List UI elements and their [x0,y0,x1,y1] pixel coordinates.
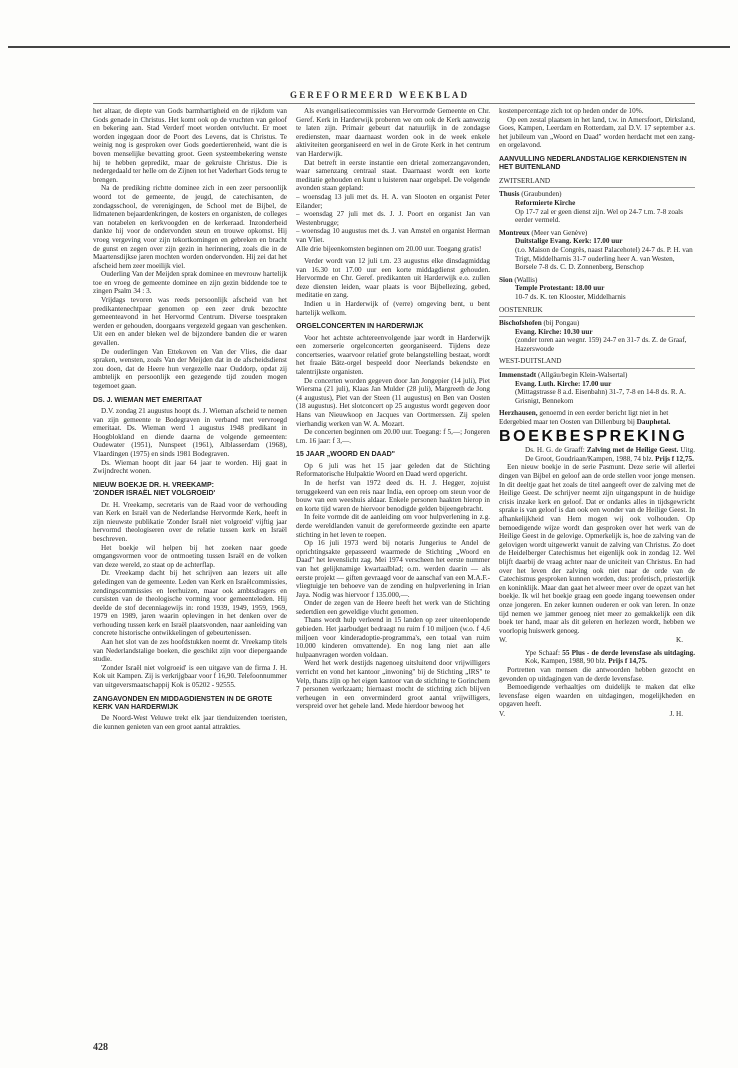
paragraph: Op 6 juli was het 15 jaar geleden dat de Stichting Reformatorische Hulpaktie Woord en Daad werd opgericht. [296,461,490,479]
list-item: – woensdag 27 juli met ds. J. J. Poort en organist Jan van Westenbrugge; [296,210,490,227]
section-title-boekbespreking: BOEKBESPREKING [499,427,688,445]
column-3 [499,107,695,1031]
paragraph: Ds. Wieman hoopt dit jaar 64 jaar te worden. Hij gaat in Zwijndrecht wonen. [93,458,287,476]
article-heading-zangavonden: ZANGAVONDEN EN MIDDAGDIENSTEN IN DE GROTE KERK VAN HARDERWIJK [93,695,273,712]
church-name: Reformierte Kirche [515,198,576,207]
article-heading-wieman: DS. J. WIEMAN MET EMERITAAT [93,396,203,404]
place-name: Herzhausen, [499,409,538,418]
correction-text: genoemd in een eerder bericht ligt niet in het Edergebied maar ten Oosten van Dillenburg bij [499,409,669,427]
heading-line: 'ZONDER ISRAËL NIET VOLGROEID' [93,490,216,498]
paragraph: kostenpercentage zich tot op heden onder de 10%. [499,107,644,115]
book-author: Ype Schaaf: [525,648,561,657]
region-rule [499,316,695,317]
place-name: Sion [499,275,513,284]
paragraph: Aan het slot van de zes hoofdstukken noemt dr. Vreekamp titels van Nederlandstalige boeken, die geschikt zijn voor diepergaande studie. [93,638,287,664]
book-title: Zalving met de Heilige Geest. [586,446,679,455]
book-title: 55 Plus - de derde levensfase als uitdaging. [562,648,695,657]
article-heading-orgelconcerten: ORGELCONCERTEN IN HARDERWIJK [296,323,424,331]
top-rule [8,46,730,48]
place-area: (Meer van Genève) [531,228,588,237]
book-author: Ds. H. G. de Graaff: [525,446,585,455]
paragraph: Na de prediking richtte dominee zich in een zeer persoonlijk woord tot de gemeente, de jeugd, de catechisanten, de zondagsschool, de verenigingen, de School met de Bijbel, de lidmatenen bejaardenkringen, de kosters en organisten, de colleges van notabelen en kerkvoogden en de kerkeraad. Inzonderheid dankte hij voor de ondervonden steun en trouwe opkomst. Hij vroeg vergeving voor zijn tekortkomingen en gebreken en bracht de gunst en zegen over zijn gezin in herinnering, zoals die in de Maartensdijkse jaren mochten worden ondervonden. Hij zei dat het afscheid hem zeer moeilijk viel. [93,184,287,270]
region-rule [499,368,695,369]
paragraph: Alle drie bijeenkomsten beginnen om 20.00 uur. Toegang gratis! [296,244,482,253]
book-publisher: Kok, Kampen, 1988, 90 blz. [525,657,607,666]
article-heading-kerkdiensten: AANVULLING NEDERLANDSTALIGE KERKDIENSTEN IN HET BUITENLAND [499,155,687,172]
place-name: Montreux [499,228,530,237]
paragraph: De concerten worden gegeven door Jan Jongepier (14 juli), Piet Wiersma (21 juli), Klaas Jan Mulder (28 juli), Margreeth de Jong (4 augustus), Piet van der Steen (11 augustus) en Ben van Oosten (18 augustus). Het slotconcert op 25 augustus wordt gegeven door Hans van Nieuwkoop en Jacques van Oortmerssen. Zij spelen vierhandig werken van W. A. Mozart. [296,376,490,428]
book-entry-zalving [499,446,695,463]
paragraph: D.V. zondag 21 augustus hoopt ds. J. Wieman afscheid te nemen van zijn gemeente te Bodegraven in verband met vervroegd emeritaat. Ds. Wieman werd 1 augustus 1948 predikant in Hoogblokland en diende daarna de volgende gemeenten: Oudewater (1951), Nunspeet (1961), Alblasserdam (1968), Vlaardingen (1975) en sinds 1981 Bodegraven. [93,407,287,458]
paragraph: 'Zonder Israël niet volgroeid' is een uitgave van de firma J. H. Kok uit Kampen. Zij is verkrijgbaar voor f 16,90. Telefoonnummer van uitgeversmaatschappij Kok is 05202 - 92555. [93,663,287,690]
column-1 [93,107,287,1031]
correction-note [499,409,695,426]
review-text: Portretten van mensen die antwoorden hebben gezocht en gevonden op uitdagingen van de derde levensfase. [499,666,695,683]
paragraph: Dat betreft in eerste instantie een drietal zomerzangavonden, waar samenzang centraal staat. Daarnaast wordt een korte meditatie gehouden en kunt u luisteren naar orgelspel. De volgende avonden staan gepland: [296,158,490,193]
paragraph: het altaar, de diepte van Gods barmhartigheid en de rijkdom van Gods genade in Christus. Het komt ook op de vruchten van geloof en bekering aan. Stad Verderf moet worden ontvlucht. Er moet worden ingegaan door de Poort des Levens, dat is Christus. Te weinig nog is gesproken over Gods goedertierenheid, want die is boven menselijke bevatting groot. Geen systeembekering wenste hij te hebben gepredikt, maar de gekruiste Christus. Die is nedergedaald ter helle om de Zijnen tot het Vaderhart Gods terug te brengen. [93,107,287,184]
church-name: Evang. Luth. Kirche: 17.00 uur [515,379,612,388]
column-2 [296,107,490,1031]
paragraph: De concerten beginnen om 20.00 uur. Toegang: f 5,—; Jongeren t.m. 16 jaar: f 3,—. [296,428,490,445]
services-abroad-list [499,177,695,427]
paragraph: Verder wordt van 12 juli t.m. 23 augustus elke dinsdagmiddag van 16.30 tot 17.00 uur een korte middagdienst gehouden. Hervormde en Chr. Geref. predikanten uit Harderwijk e.o. zullen deze diensten leiden, waar plaats is voor Bijbellezing, gebed, meditatie en zang. [296,257,490,300]
service-entry-bischofshofen [499,319,695,328]
header-rule [93,103,695,104]
region-rule [499,187,695,188]
place-name: Dauphetal. [636,418,671,427]
article-heading-woord-en-daad: 15 JAAR „WOORD EN DAAD" [296,451,395,459]
paragraph: De ouderlingen Van Ettekoven en Van der Vlies, die daar spraken, wensten, zoals Van der Meijden dat in de afscheidsdienst zou doen, dat de Heere hun vergezelle naar Ouddorp, opdat zij ambtelijk en persoonlijk een gezegende tijd zouden mogen tegemoet gaan. [93,347,287,390]
service-entry-sion [499,276,695,285]
place-name: Thusis [499,190,520,199]
paragraph: Indien u in Harderwijk of (verre) omgeving bent, u bent hartelijk welkom. [296,300,490,317]
paragraph: In de herfst van 1972 deed ds. H. J. Hegger, zojuist teruggekeerd van een reis naar India, een oproep om steun voor de bouw van een weeshuis aldaar. Enkele personen haakten hierop in en korte tijd waren de hiervoor benodigde gelden bijeengebracht. [296,478,490,513]
signature-right: J. H. [669,710,683,719]
service-details: (t.o. Maison de Congrès, naast Palacehotel) 24-7 ds. P. H. van Trigt, Middelharnis 31-7 ouderling heer A. van Westen, Borsele 7-8 ds. C. D. Zonnenberg, Benschop [515,245,693,272]
service-details: (Mittagstrasse 8 a.d. Eisenbahn) 31-7, 7-8 en 14-8 ds. R. A. Grisnigt, Bennekom [515,388,686,405]
heading-line: NIEUW BOEKJE DR. H. VREEKAMP: [93,481,214,489]
region-label: ZWITSERLAND [499,176,551,185]
list-item: – woensdag 10 augustus met ds. J. van Amstel en organist Herman van Vliet. [296,227,490,244]
region-label: OOSTENRIJK [499,305,543,314]
service-details: 10-7 ds. K. ten Klooster, Middelharnis [515,292,626,301]
paragraph: Thans wordt hulp verleend in 15 landen op zeer uiteenlopende gebieden. Het jaarbudget bedraagt nu ruim f 10 miljoen (w.o. f 4,6 miljoen voor kinderadoptie-programma's, een totaal van ruim 10.000 kinderen omvattende). En nog lang niet aan alle hulpaanvragen worden voldaan. [296,616,490,659]
place-area: (Wallis) [514,275,538,284]
service-entry-thusis [499,190,695,199]
paragraph: Onder de zegen van de Heere heeft het werk van de Stichting sedertdien een geweldige vlucht genomen. [296,599,490,616]
article-heading-vreekamp [93,482,287,499]
signature-right: K. [676,636,683,645]
place-area: (Graubunden) [521,190,562,199]
review-text: Een nieuw boekje in de serie Pasmunt. Deze serie wil allerlei dingen van Bijbel en geloof aan de orde stellen voor jonge mensen. In dit deeltje gaat het zoals de titel aangeeft over de zalving met de Heilige Geest. De schrijver neemt zijn uitgangspunt in de huidige crisis inzake kerk en geloof. Dat er ondanks alles in tijdsgewricht sprake is van geloof is dan ook een wonder van de Heilige Geest. In afhankelijkheid van Hem mogen wij ook volhouden. Op bemoedigende wijze wordt dan gesproken over het werk van de Heilige Geest in de gelovige. Opmerkelijk is, hoe de zalving van de gelovigen wordt uitgewerkt vanuit de zalving van Christus. Zo doet de Heidelberger Catechismus het eigenlijk ook in zondag 12. Wel blijft daarbij de vraag achter naar de uniciteit van Christus. En had over het leven der zalving ook niet naar de orde van de Catechismus gesproken kunnen worden, dus: profetisch, priesterlijk en koninklijk. Maar dan gaat het alweer meer over de opzet van het boekje. Ik wil het boekje graag een goede ingang toewensen onder onze jongeren. En zeker kunnen ouderen er ook van leren. In onze tijd nemen we jammer genoeg niet meer zo gemakkelijk een dik boek ter hand, maar als dit geleren en herlezen wordt, hebben we voorlopig huiswerk genoeg. [499,463,695,635]
service-entry-montreux [499,229,695,238]
service-details: (zonder toren aan wegnr. 159) 24-7 en 31-7 ds. Z. de Graaf, Hazerswoude [515,336,687,353]
paragraph: Het boekje wil helpen bij het zoeken naar goede omgangsvormen voor de ontmoeting tussen Israël en de volken van deze wereld, zo staat op de achterflap. [93,543,287,569]
paragraph: Vrijdags tevoren was reeds persoonlijk afscheid van het predikantenechtpaar genomen op een zeer druk bezochte gemeenteavond in het Hervormd Centrum. Diverse toespraken werden er gehouden, doorgaans vergezeld gegaan van geschenken. Uit een en ander bleken wel de bijzondere banden die er waren gevallen. [93,296,287,348]
signature-left: V. [499,710,506,719]
review-signature [499,636,695,645]
paragraph: Voor het achtste achtereenvolgende jaar wordt in Harderwijk een zomerserie orgelconcerten georganiseerd. Tijdens deze concertseries, waarvoor relatief grote belangstelling bestaat, wordt het fraaie Bätz-orgel bespeeld door Neerlands bekendste en talentrijkste organisten. [296,333,490,377]
church-name: Evang. Kirche: 10.30 uur [515,327,593,336]
paragraph: Dr. Vreekamp dacht bij het schrijven aan lezers uit alle geledingen van de gemeente. Leden van Kerk en Israëlcommissies, zendingscommissies en leerhuizen, maar ook ambtsdragers en cursisten van de theologische vorming voor gemeenteleden. Hij deelde de stof decenniagewijs in: rond 1939, 1949, 1959, 1969, 1979 en 1989, jaren waarin oplevingen in het denken over de verhouding tussen kerk en Israël plaatsvonden, naar aanleiding van concrete historische ontwikkelingen of gebeurtenissen. [93,569,287,638]
paragraph: Op een zestal plaatsen in het land, t.w. in Amersfoort, Dirksland, Goes, Kampen, Leerdam en Rotterdam, zal D.V. 17 september a.s. het jubileum van „Woord en Daad" worden herdacht met een zang- en orgelavond. [499,115,695,150]
church-name: Duitstalige Evang. Kerk: 17.00 uur [515,237,623,246]
place-name: Bischofshofen [499,319,542,328]
church-name: Temple Protestant: 18.00 uur [515,284,605,293]
service-entry-immenstadt [499,371,695,380]
book-publisher: Uitg. De Groot, Goudriaan/Kampen, 1988, 74 blz. [525,446,695,463]
place-area: (Allgäu/begin Klein-Walsertal) [537,371,628,380]
place-name: Immenstadt [499,371,537,380]
page-number: 428 [93,1042,108,1053]
book-entry-55-plus [499,649,695,666]
paragraph: Ouderling Van der Meijden sprak dominee en mevrouw hartelijk toe en vroeg de gemeente dominee en zijn gezin biddende toe te zingen Psalm 34 : 3. [93,270,287,296]
review-text: Bemoedigende verhaaltjes om duidelijk te maken dat elke levensfase eigen waarden en uitdagingen, mogelijkheden en opgaven heeft. [499,683,695,709]
review-signature [499,710,695,719]
list-item: – woensdag 13 juli met ds. H. A. van Slooten en organist Peter Eilander; [296,192,490,210]
service-details: Op 17-7 zal er geen dienst zijn. Wel op 24-7 t.m. 7-8 zoals eerder vermeld. [515,207,683,225]
paragraph: De Noord-West Veluwe trekt elk jaar tienduizenden toeristen, die kunnen genieten van een groot aantal attrakties. [93,714,287,732]
region-label: WEST-DUITSLAND [499,357,562,366]
running-head: GEREFORMEERD WEEKBLAD [290,90,470,100]
paragraph: Als evangelisatiecommissies van Hervormde Gemeente en Chr. Geref. Kerk in Harderwijk proberen we om ook de Kerk aanwezig te laten zijn. Primair gebeurt dat natuurlijk in de zondagse erediensten, maar daarnaast worden ook in de week enkele aktiviteiten georganiseerd en wel in de Grote Kerk in het centrum van Harderwijk. [296,107,490,158]
book-price: Prijs f 14,75. [608,657,647,666]
paragraph: Dr. H. Vreekamp, secretaris van de Raad voor de verhouding van Kerk en Israël van de Nederlandse Hervormde Kerk, heeft in zijn nieuwste publikatie 'Zonder Israël niet volgroeid' vijftig jaar hervormd theologiseren over de relatie tussen kerk en Israël beschreven. [93,500,287,543]
paragraph: Op 16 juli 1973 werd bij notaris Jungerius te Andel de oprichtingsakte gepasseerd waarmede de Stichting „Woord en Daad" het levenslicht zag. Mei 1974 verscheen het eerste nummer van het gelijknamige kwartaalblad; o.m. werden daarin — als eerste projekt — giften gevraagd voor de aanschaf van een M.A.F.-vliegtuigje ten behoeve van de zending en hulpverlening in Irian Jaya. Nodig was hiervoor f 135.000,—. [296,539,490,599]
paragraph: In feite vormde dit de aanleiding om voor hulpverlening in z.g. derde wereldlanden vanuit de gereformeerde gezindte een aparte stichting in het leven te roepen. [296,513,490,539]
paragraph: Werd het werk destijds nagenoeg uitsluitend door vrijwilligers verricht en vond het kantoor „inwoning" bij de Stichting „IRS" te Velp, thans zijn op het eigen kantoor van de stichting te Gorinchem 7 personen werkzaam; hiernaast mocht de stichting zich blijven verheugen in een onverminderd groot aantal vrijwilligers, verspreid over het gehele land. Mede hierdoor bewoog het [296,659,490,711]
place-area: (bij Pongau) [543,319,580,328]
signature-left: W. [499,636,507,645]
book-price: Prijs f 12,75. [655,454,694,463]
